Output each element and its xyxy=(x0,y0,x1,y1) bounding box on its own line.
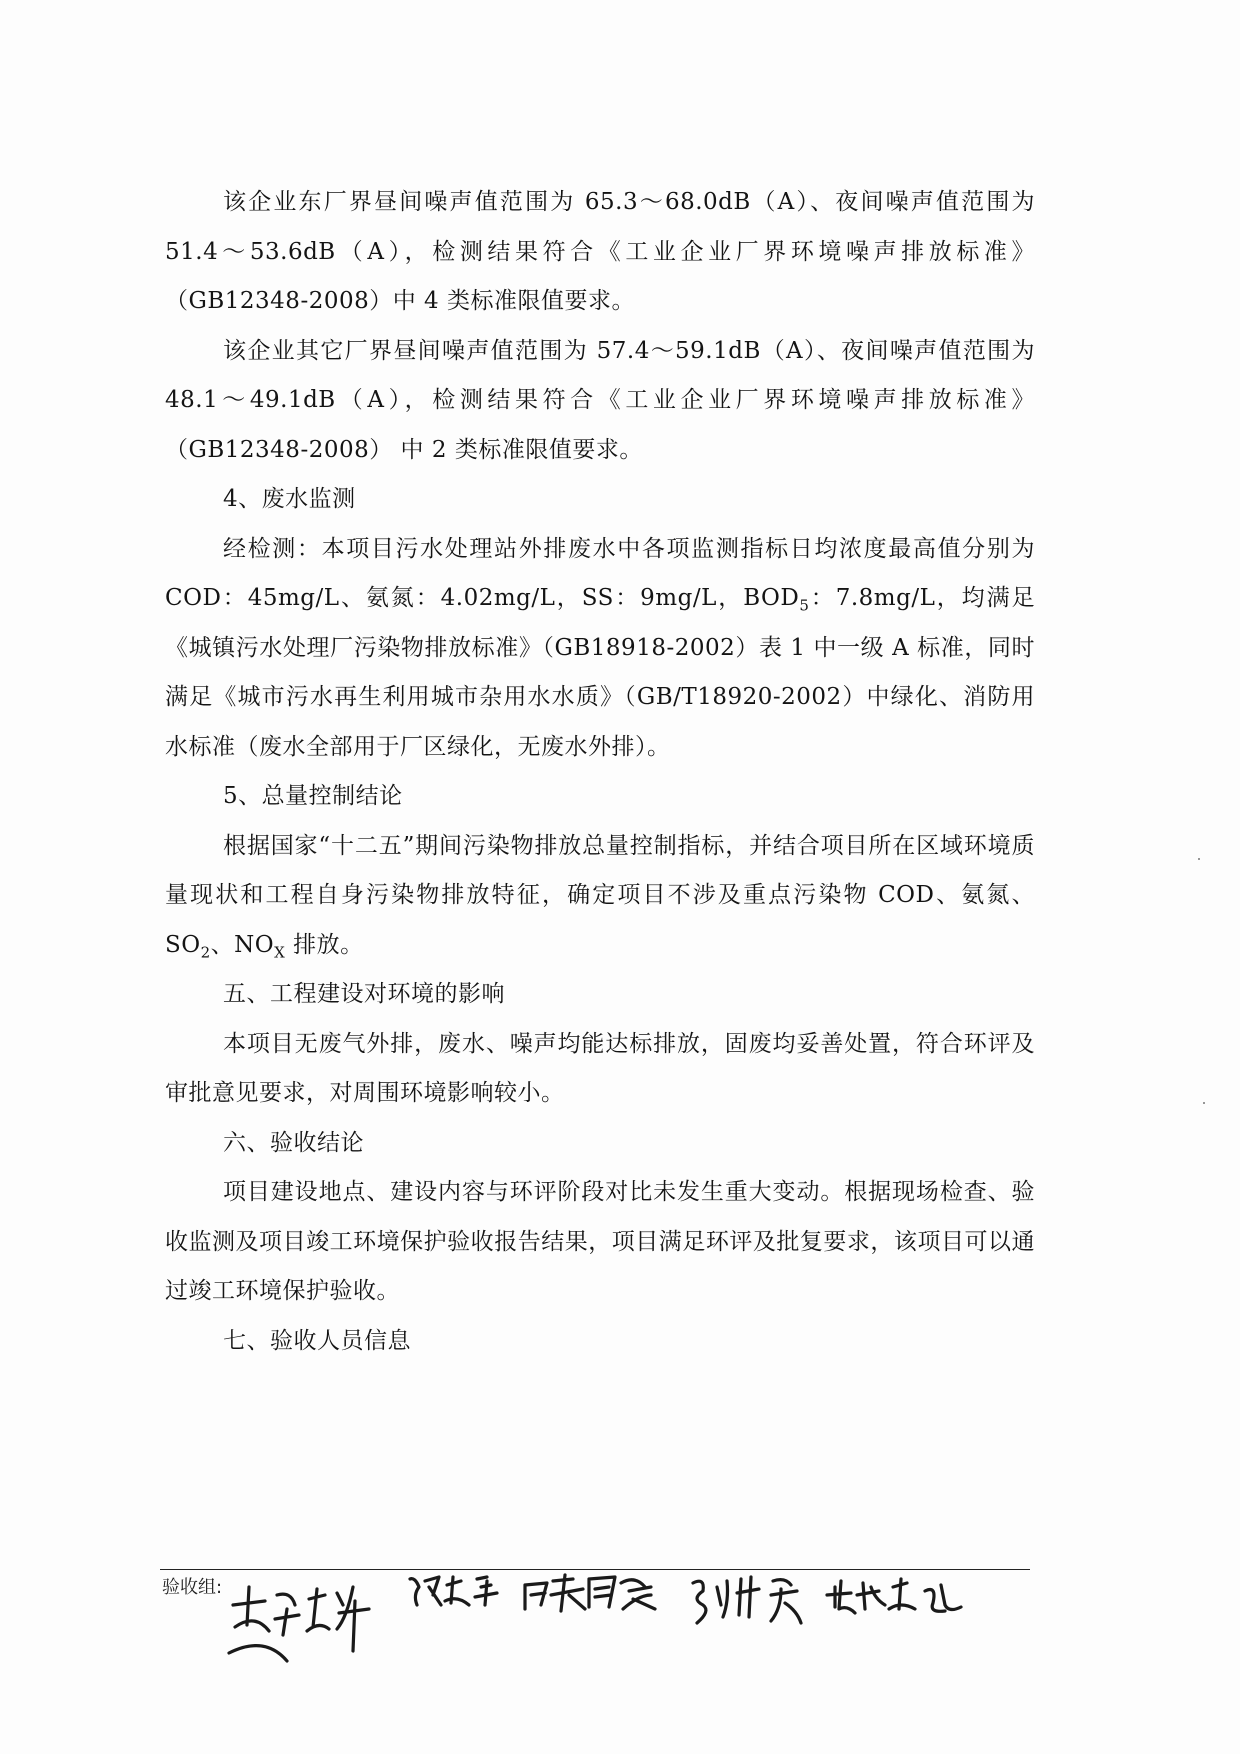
paragraph-text: 该企业其它厂界昼间噪声值范围为 57.4～59.1dB（A）、夜间噪声值范围为 48.1～49.1dB（A），检测结果符合《工业企业厂界环境噪声排放标准》（GB12348-2008） 中 2 类标准限值要求。 xyxy=(165,337,1035,463)
signature-group-label: 验收组: xyxy=(162,1577,223,1598)
paragraph-text: 经检测：本项目污水处理站外排废水中各项监测指标日均浓度最高值分别为 COD：45mg/L、氨氮：4.02mg/L，SS：9mg/L，BOD xyxy=(165,535,1035,611)
paragraph-text: 、NO xyxy=(210,931,275,958)
signature-2 xyxy=(410,1577,497,1605)
document-body xyxy=(165,178,1035,1366)
signature-3 xyxy=(525,1575,655,1611)
paragraph-wastewater-results xyxy=(165,525,1035,773)
subscript: X xyxy=(274,943,286,962)
paragraph-east-boundary-noise xyxy=(165,178,1035,327)
signature-4 xyxy=(693,1577,801,1623)
scan-speck xyxy=(1203,1102,1205,1104)
paragraph-other-boundary-noise xyxy=(165,327,1035,476)
scan-speck xyxy=(1198,858,1200,860)
heading-section-five: 五、工程建设对环境的影响 xyxy=(223,981,505,1007)
heading-total-control: 5、总量控制结论 xyxy=(223,783,403,809)
subscript: 5 xyxy=(799,596,810,615)
paragraph-text: 该企业东厂界昼间噪声值范围为 65.3～68.0dB（A）、夜间噪声值范围为 51.4～53.6dB（A），检测结果符合《工业企业厂界环境噪声排放标准》（GB12348-2008）中 4 类标准限值要求。 xyxy=(165,189,1035,314)
paragraph-text: 根据国家“十二五”期间污染物排放总量控制指标，并结合项目所在区域环境质量现状和工程自身污染物排放特征，确定项目不涉及重点污染物 COD、氨氮、SO xyxy=(165,832,1035,958)
paragraph-acceptance-conclusion: 项目建设地点、建设内容与环评阶段对比未发生重大变动。根据现场检查、验收监测及项目竣工环境保护验收报告结果，项目满足环评及批复要求，该项目可以通过竣工环境保护验收。 xyxy=(165,1179,1035,1304)
signature-5 xyxy=(827,1579,961,1613)
paragraph-text: 排放。 xyxy=(285,931,364,958)
paragraph-text: ：7.8mg/L，均满足《城镇污水处理厂污染物排放标准》（GB18918-2002）表 1 中一级 A 标准，同时满足《城市污水再生利用城市杂用水水质》（GB/T18920-2002）中绿化、消防用水标准（废水全部用于厂区绿化，无废水外排）。 xyxy=(165,585,1036,760)
heading-section-six: 六、验收结论 xyxy=(223,1129,364,1156)
signature-1 xyxy=(229,1587,369,1661)
handwritten-signatures xyxy=(225,1565,985,1675)
subscript: 2 xyxy=(200,943,211,962)
paragraph-total-control xyxy=(165,822,1035,971)
heading-wastewater-monitoring: 4、废水监测 xyxy=(223,486,356,512)
paragraph-environmental-impact: 本项目无废气外排，废水、噪声均能达标排放，固废均妥善处置，符合环评及审批意见要求，对周围环境影响较小。 xyxy=(165,1030,1035,1106)
heading-section-seven: 七、验收人员信息 xyxy=(223,1327,411,1354)
